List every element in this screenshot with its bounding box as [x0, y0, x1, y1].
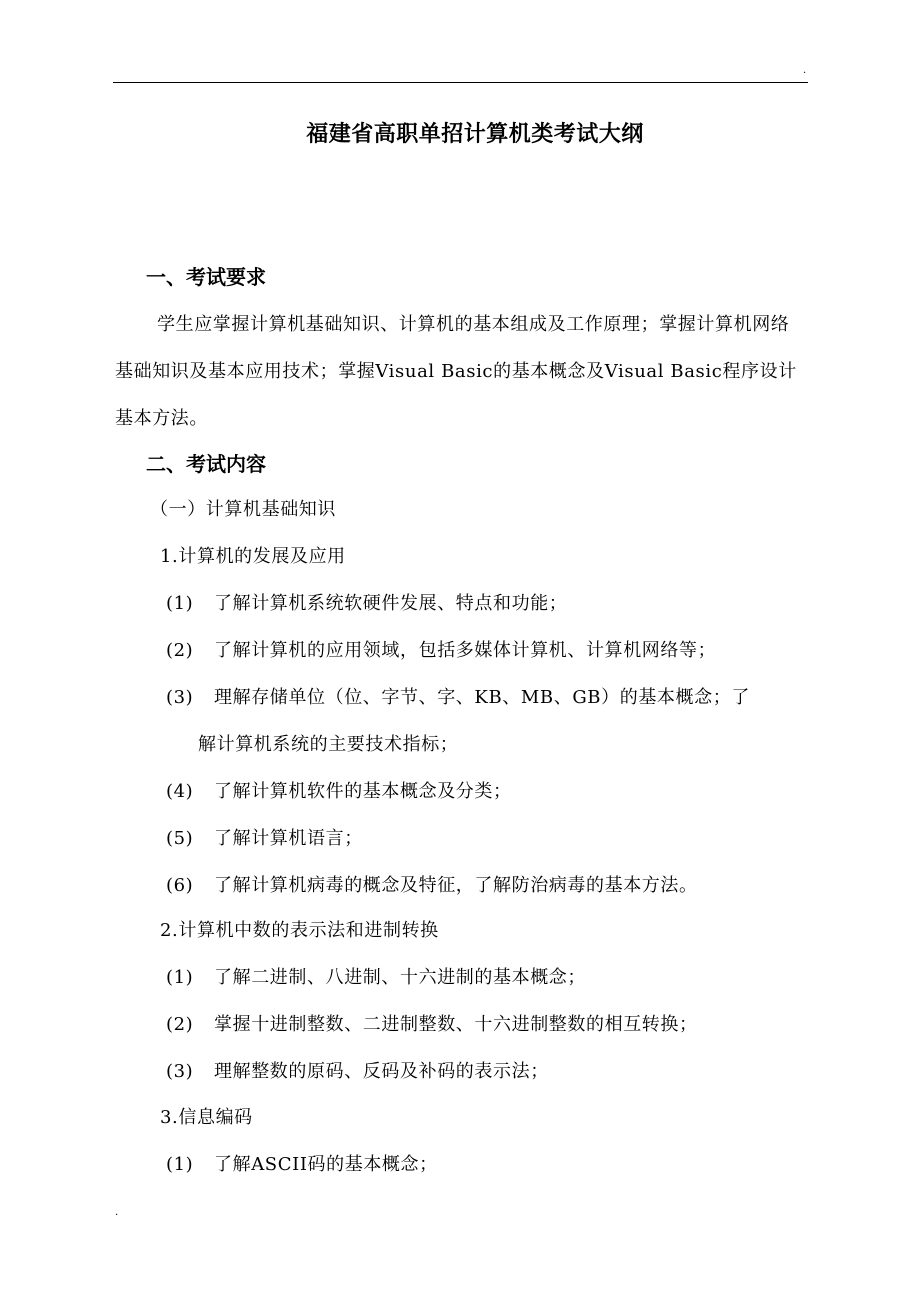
item-text: 理解存储单位（位、字节、字、KB、MB、GB）的基本概念；了 — [214, 687, 750, 708]
topic-1-item-2 — [166, 638, 716, 664]
topic-1-title: 1.计算机的发展及应用 — [160, 546, 346, 567]
footer-mark: . — [115, 1207, 119, 1218]
item-text: 理解整数的原码、反码及补码的表示法； — [214, 1061, 549, 1082]
topic-3-title: 3.信息编码 — [160, 1107, 253, 1128]
topic-1-item-3-continued: 解计算机系统的主要技术指标； — [198, 734, 459, 755]
item-number: (2) — [166, 640, 194, 661]
item-number: (3) — [166, 687, 194, 708]
item-number: (1) — [166, 967, 194, 988]
document-title: 福建省高职单招计算机类考试大纲 — [306, 122, 644, 147]
topic-2-item-3 — [166, 1059, 549, 1085]
item-text: 了解计算机语言； — [214, 828, 363, 849]
item-number: (2) — [166, 1014, 194, 1035]
item-number: (6) — [166, 875, 194, 896]
topic-1-item-5 — [166, 826, 363, 852]
item-number: (1) — [166, 593, 194, 614]
section-2-heading: 二、考试内容 — [146, 452, 266, 476]
item-number: (4) — [166, 781, 194, 802]
item-number: (3) — [166, 1061, 194, 1082]
item-text: 了解ASCII码的基本概念； — [214, 1154, 438, 1175]
topic-1-item-6 — [166, 873, 698, 899]
topic-2-title: 2.计算机中数的表示法和进制转换 — [160, 920, 439, 941]
item-text: 了解二进制、八进制、十六进制的基本概念； — [214, 967, 586, 988]
item-text: 了解计算机的应用领域，包括多媒体计算机、计算机网络等； — [214, 640, 717, 661]
item-text: 了解计算机系统软硬件发展、特点和功能； — [214, 593, 568, 614]
topic-3-item-1 — [166, 1152, 438, 1178]
item-number: (5) — [166, 828, 194, 849]
item-text: 了解计算机病毒的概念及特征，了解防治病毒的基本方法。 — [214, 875, 698, 896]
part-1-title: （一）计算机基础知识 — [150, 499, 336, 520]
topic-2-item-1 — [166, 965, 586, 991]
topic-1-item-1 — [166, 591, 567, 617]
topic-2-item-2 — [166, 1012, 698, 1038]
section-1-body: 学生应掌握计算机基础知识、计算机的基本组成及工作原理；掌握计算机网络基础知识及基本应用技术；掌握Visual Basic的基本概念及Visual Basic程序设计基本方法。 — [115, 314, 797, 429]
topic-1-item-3 — [166, 685, 750, 711]
item-text: 了解计算机软件的基本概念及分类； — [214, 781, 512, 802]
item-text: 掌握十进制整数、二进制整数、十六进制整数的相互转换； — [214, 1014, 698, 1035]
section-1-heading: 一、考试要求 — [146, 265, 266, 289]
topic-1-item-4 — [166, 779, 512, 805]
header-mark: . — [803, 65, 807, 76]
item-number: (1) — [166, 1154, 194, 1175]
header-rule — [113, 82, 808, 83]
